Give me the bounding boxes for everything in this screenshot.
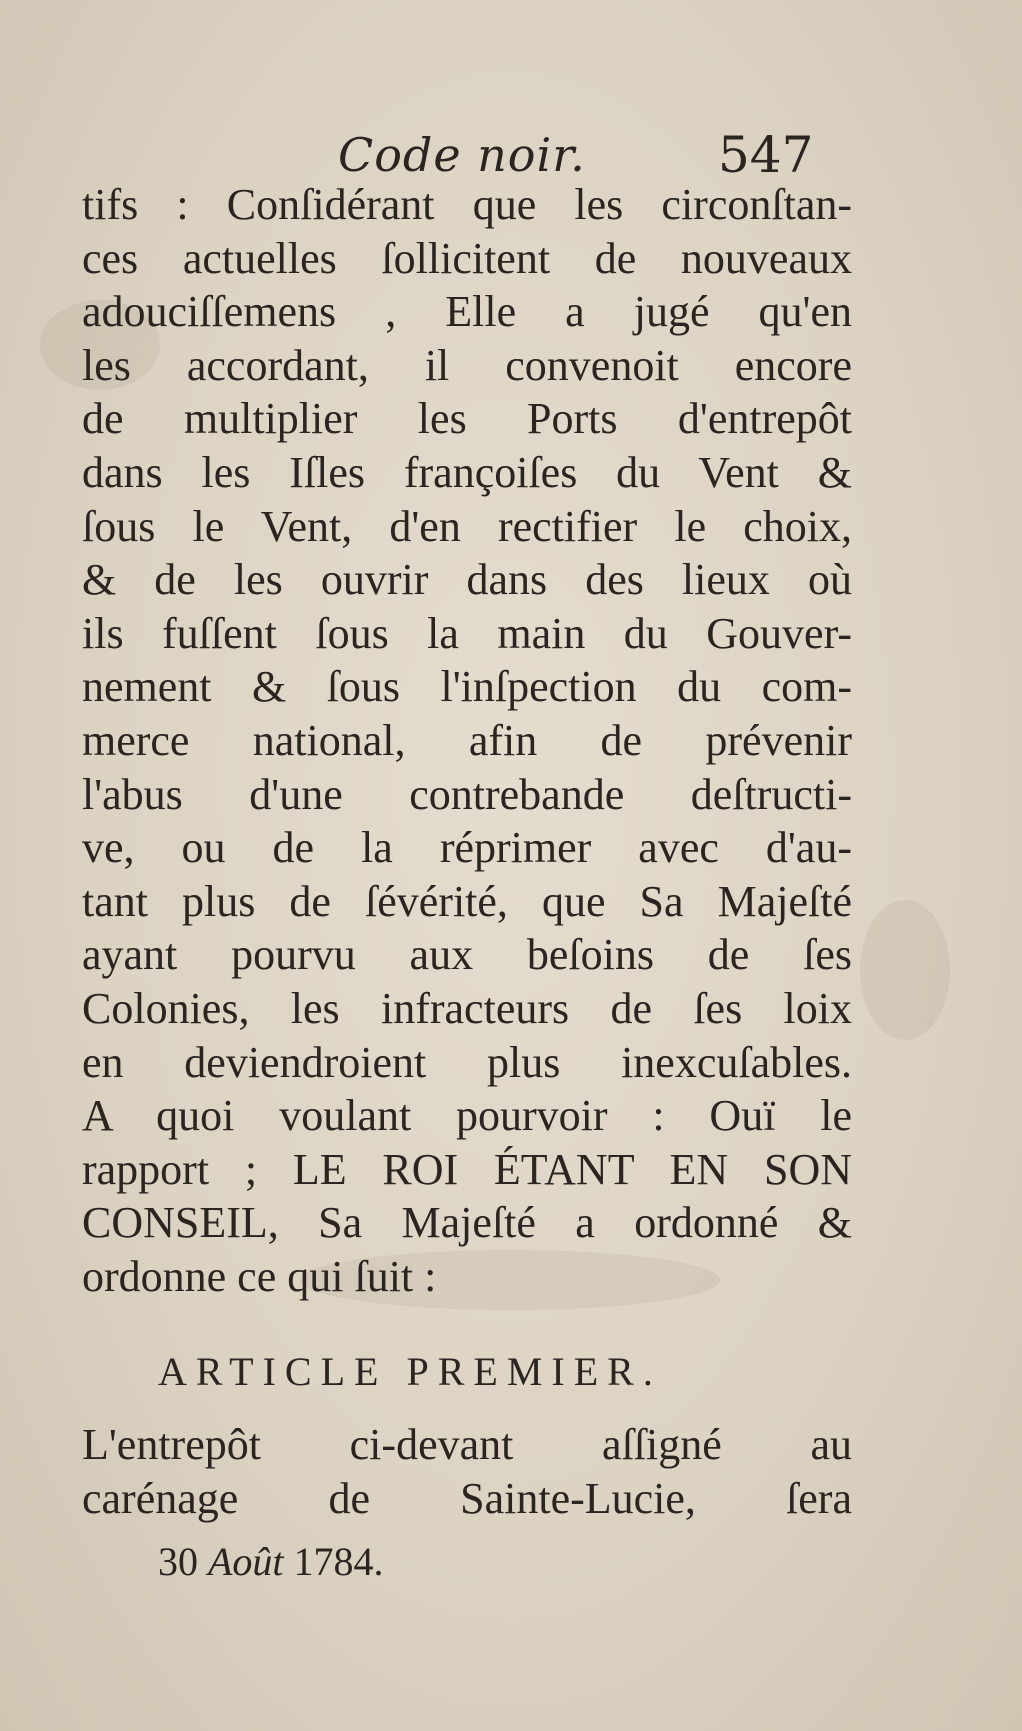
text-line: l'abus d'une contrebande deſtructi- [82,769,852,819]
text-line: tant plus de ſévérité, que Sa Majeſté [82,876,852,926]
running-title: Code noir. [338,128,586,182]
text-line: adouciſſemens , Elle a jugé qu'en [82,287,852,337]
text-line: Colonies, les infracteurs de ſes loix [82,983,852,1033]
article-heading: ARTICLE PREMIER. [158,1349,662,1394]
text-line: ſous le Vent, d'en rectifier le choix, [82,501,852,551]
text-line: en deviendroient plus inexcuſables. [82,1037,852,1087]
text-line: rapport ; LE ROI ÉTANT EN SON [82,1144,852,1194]
text-line: A quoi voulant pourvoir : Ouï le [82,1091,852,1141]
text-line: ve, ou de la réprimer avec d'au- [82,823,852,873]
text-line: ayant pourvu aux beſoins de ſes [82,930,852,980]
catchline-month: Août [208,1539,284,1584]
text-line: ces actuelles ſollicitent de nouveaux [82,233,852,283]
text-line: merce national, afin de prévenir [82,715,852,765]
article-text [82,1418,852,1525]
paper-stain [860,900,950,1040]
body-text [82,178,852,1303]
date-catchline [158,1538,384,1585]
text-line: carénage de Sainte-Lucie, ſera [82,1473,852,1523]
text-line: L'entrepôt ci-devant aſſigné au [82,1420,852,1469]
text-line: ordonne ce qui ſuit : [82,1251,437,1301]
catchline-day: 30 [158,1539,198,1584]
text-line: & de les ouvrir dans des lieux où [82,555,852,605]
text-line: de multiplier les Ports d'entrepôt [82,394,852,444]
page-number: 547 [718,126,814,184]
catchline-year: 1784. [293,1539,384,1584]
text-line: tifs : Conſidérant que les circonſtan- [82,180,852,229]
text-line: dans les Iſles françoiſes du Vent & [82,447,852,497]
text-line: CONSEIL, Sa Majeſté a ordonné & [82,1198,852,1248]
text-line: les accordant, il convenoit encore [82,340,852,390]
text-line: nement & ſous l'inſpection du com- [82,662,852,712]
text-line: ils fuſſent ſous la main du Gouver- [82,608,852,658]
